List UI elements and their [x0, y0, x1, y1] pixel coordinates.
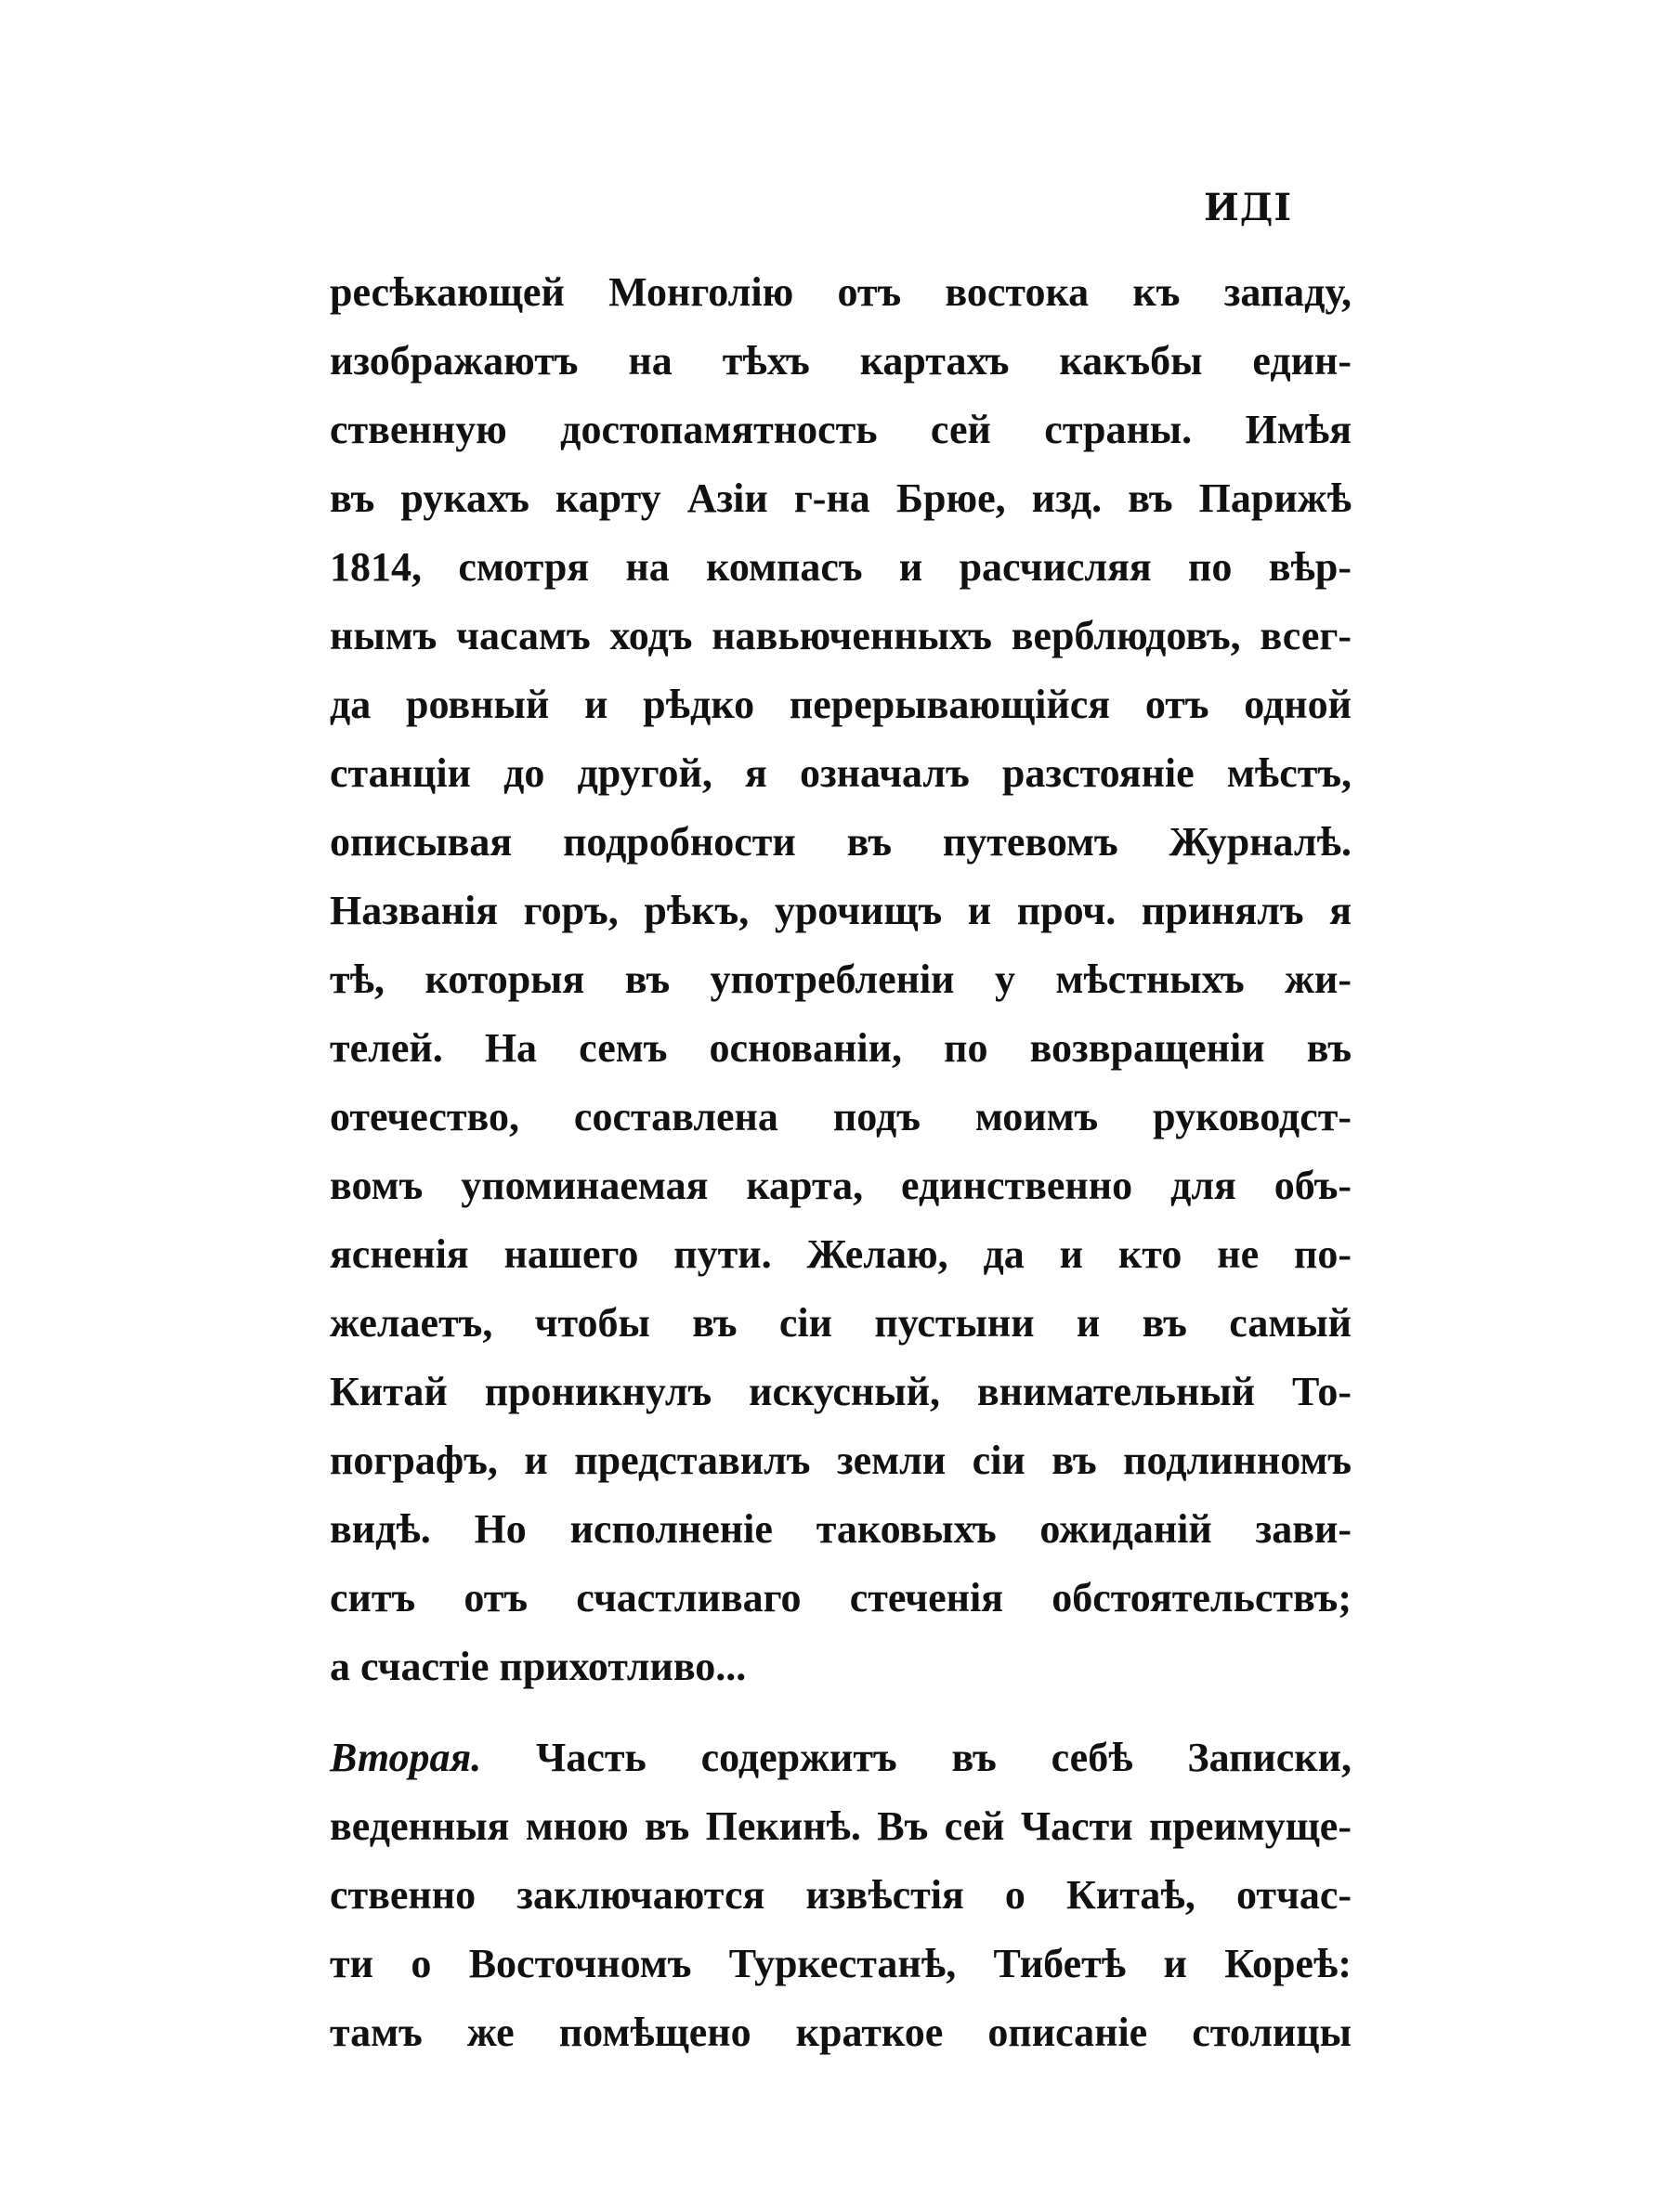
text-line: отечество, составлена подъ моимъ руководст-	[330, 1094, 1352, 1139]
text-line: веденныя мною въ Пекинѣ. Въ сей Части преимуще-	[330, 1803, 1352, 1849]
text-line: вомъ упоминаемая карта, единственно для объ-	[330, 1163, 1352, 1208]
text-line: Названія горъ, рѣкъ, урочищъ и проч. принялъ я	[330, 888, 1352, 933]
text-line: въ рукахъ карту Азіи г-на Брюе, изд. въ Парижѣ	[330, 475, 1352, 521]
text-line: 1814, смотря на компасъ и расчисляя по вѣр-	[330, 544, 1352, 590]
text-line-rest: Часть содержитъ въ себѣ Записки,	[536, 1735, 1352, 1780]
text-line: нымъ часамъ ходъ навьюченныхъ верблюдовъ, всег-	[330, 613, 1352, 658]
text-line: тамъ же помѣщено краткое описаніе столицы	[330, 2010, 1352, 2055]
page-number: ИДI	[1204, 186, 1293, 229]
text-line: телей. На семъ основаніи, по возвращеніи въ	[330, 1025, 1352, 1071]
text-line: видѣ. Но исполненіе таковыхъ ожиданій зави-	[330, 1506, 1352, 1552]
text-line: да ровный и рѣдко перерывающійся отъ одной	[330, 682, 1352, 727]
text-line: Китай проникнулъ искусный, внимательный То-	[330, 1369, 1352, 1414]
text-line: станціи до другой, я означалъ разстояніе мѣстъ,	[330, 750, 1352, 796]
text-line: желаетъ, чтобы въ сіи пустыни и въ самый	[330, 1300, 1352, 1346]
text-line: а счастіе прихотливо...	[330, 1644, 747, 1689]
body-text	[330, 258, 1352, 2067]
text-line: ресѣкающей Монголію отъ востока къ западу,	[330, 269, 1352, 315]
text-line: изображаютъ на тѣхъ картахъ какъбы един-	[330, 338, 1352, 384]
text-line: ситъ отъ счастливаго стеченія обстоятельствъ;	[330, 1575, 1352, 1620]
text-line: пографъ, и представилъ земли сіи въ подлинномъ	[330, 1438, 1352, 1483]
text-line: ственную достопамятность сей страны. Имѣя	[330, 407, 1352, 452]
text-line: ти о Восточномъ Туркестанѣ, Тибетѣ и Кореѣ:	[330, 1941, 1352, 1986]
paragraph-start-line	[330, 1724, 1352, 1792]
text-line: описывая подробности въ путевомъ Журналѣ.	[330, 819, 1352, 865]
paragraph-lead-word: Вторая.	[330, 1735, 482, 1780]
text-line: ственно заключаются извѣстія о Китаѣ, отчас-	[330, 1872, 1352, 1918]
text-line: ясненія нашего пути. Желаю, да и кто не по-	[330, 1231, 1352, 1277]
text-line: тѣ, которыя въ употребленіи у мѣстныхъ жи-	[330, 956, 1352, 1002]
